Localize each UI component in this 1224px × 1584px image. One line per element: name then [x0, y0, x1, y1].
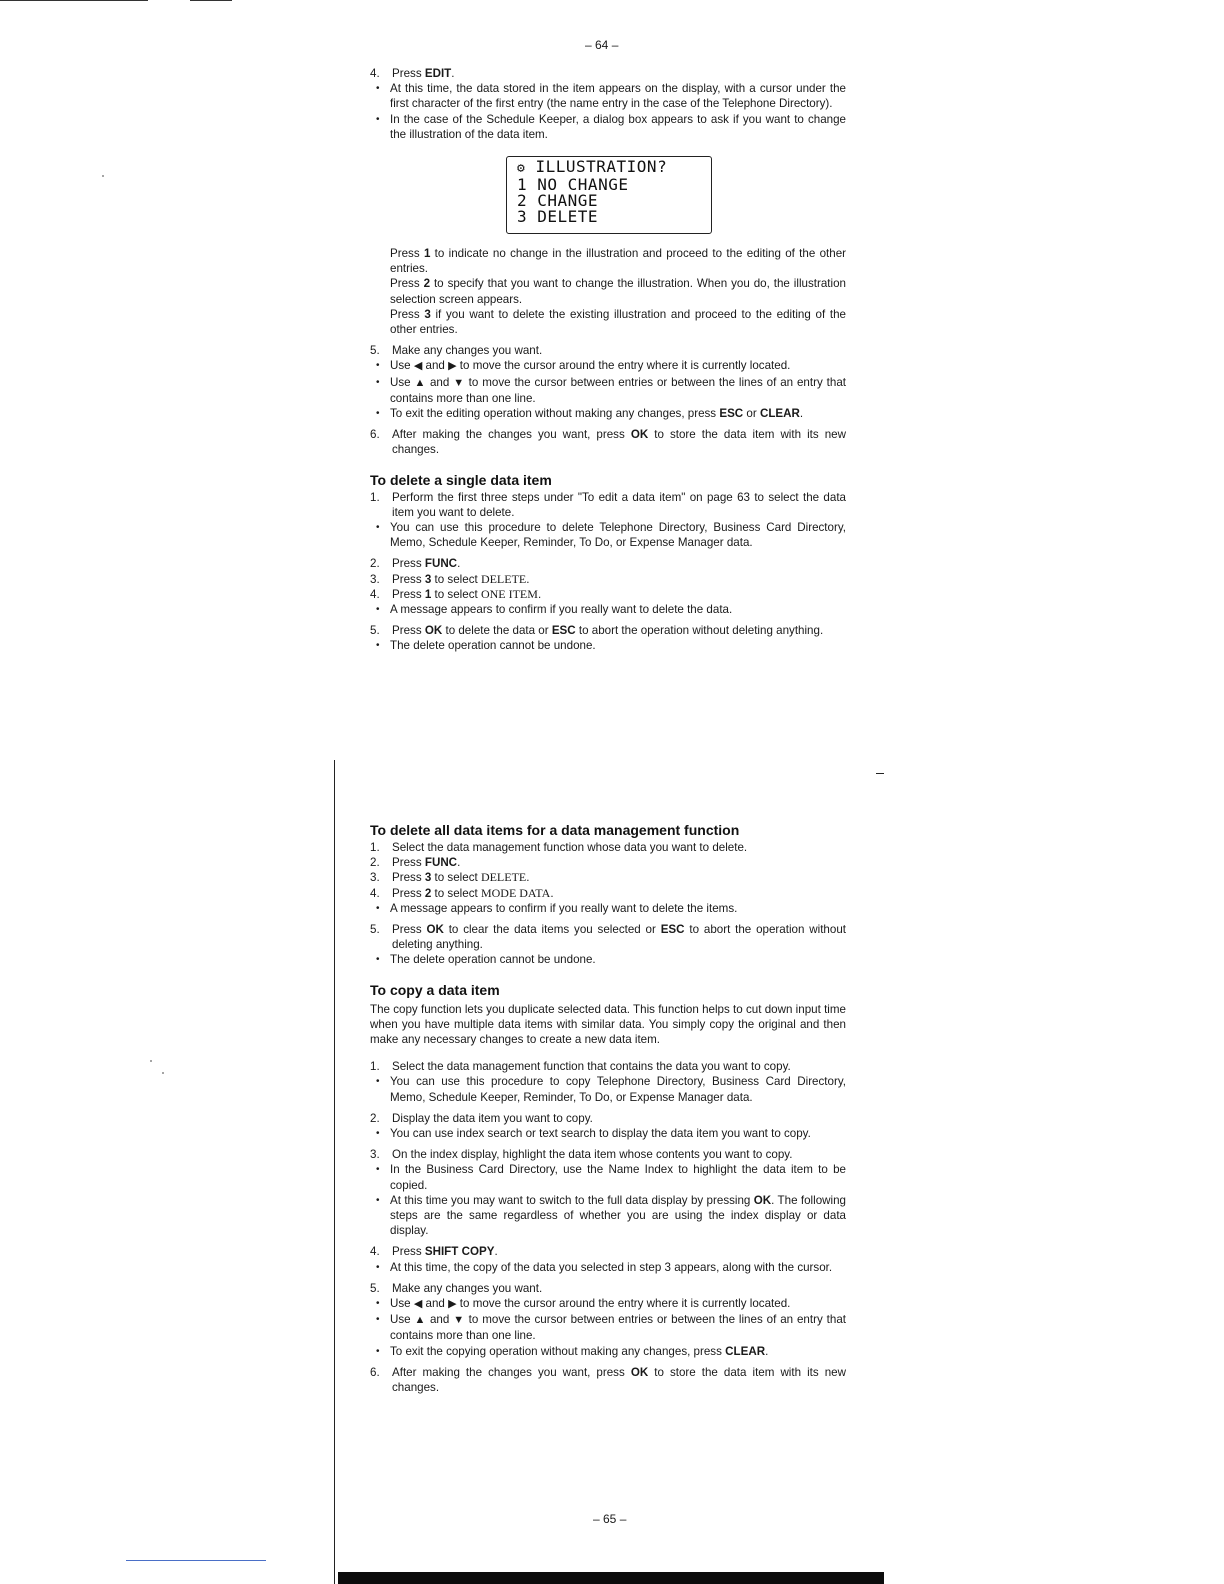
scan-speck [102, 175, 104, 177]
illustration-icon: ⚙ [517, 161, 526, 177]
delete-all-step-5: 5. Press OK to clear the data items you selected or ESC to abort the operation without deleting anything. [370, 923, 846, 952]
copy-step-5: 5. Make any changes you want. [370, 1281, 543, 1295]
scan-rule-top-short [190, 0, 232, 1]
list-item: • Use ◀ and ▶ to move the cursor around the entry where it is currently located. [376, 359, 791, 373]
list-item: • You can use this procedure to delete Telephone Directory, Business Card Directory, Memo, Schedule Keeper, Reminder, To Do, or Expense Manager data. [376, 521, 846, 550]
copy-step-3: 3. On the index display, highlight the data item whose contents you want to copy. [370, 1148, 793, 1162]
right-arrow-icon: ▶ [448, 1298, 457, 1311]
delete-single-step-4: 4. Press 1 to select ONE ITEM. [370, 586, 542, 601]
scan-dash [876, 773, 884, 774]
left-arrow-icon: ◀ [413, 1298, 423, 1311]
delete-all-step-2: 2. Press FUNC. [370, 856, 461, 870]
lcd-illustration-dialog: ⚙ ILLUSTRATION? 1 NO CHANGE 2 CHANGE 3 DELETE [506, 156, 712, 234]
step-text: Press EDIT. [392, 67, 455, 80]
lcd-option: 3 DELETE [517, 207, 599, 227]
scan-rule-top [0, 0, 148, 1]
list-item: • At this time, the copy of the data you selected in step 3 appears, along with the cursor. [376, 1260, 833, 1274]
heading-copy: To copy a data item [370, 981, 500, 998]
page-number-top: – 64 – [585, 38, 619, 52]
delete-single-step-3: 3. Press 3 to select DELETE. [370, 571, 530, 586]
list-item: • A message appears to confirm if you really want to delete the data. [376, 603, 733, 617]
list-item: • You can use index search or text search to display the data item you want to copy. [376, 1127, 811, 1141]
copy-intro: The copy function lets you duplicate selected data. This function helps to cut down input time when you have multiple data items with similar data. You simply copy the original and then make any necessary changes to create a new data item. [370, 1002, 846, 1047]
scan-blue-line [126, 1560, 266, 1561]
delete-all-step-3: 3. Press 3 to select DELETE. [370, 870, 530, 885]
list-item: • The delete operation cannot be undone. [376, 953, 596, 967]
list-item: • In the case of the Schedule Keeper, a dialog box appears to ask if you want to change the illustration of the data item. [376, 112, 846, 141]
delete-single-step-2: 2. Press FUNC. [370, 557, 461, 571]
left-arrow-icon: ◀ [413, 360, 423, 373]
list-item: • Use ▲ and ▼ to move the cursor between entries or between the lines of an entry that contains more than one line. [376, 1313, 846, 1343]
delete-single-step-1: 1. Perform the first three steps under "To edit a data item" on page 63 to select the data item you want to delete. [370, 490, 846, 519]
copy-step-2: 2. Display the data item you want to copy. [370, 1111, 593, 1125]
step-6: 6. After making the changes you want, press OK to store the data item with its new changes. [370, 428, 846, 457]
list-item: • You can use this procedure to copy Telephone Directory, Business Card Directory, Memo, Schedule Keeper, Reminder, To Do, or Expense Manager data. [376, 1075, 846, 1104]
step-4 [370, 66, 846, 81]
page-number-bottom: – 65 – [593, 1512, 627, 1526]
scan-speck [150, 1060, 152, 1062]
press-2-description: Press 2 to specify that you want to change the illustration. When you do, the illustration selection screen appears. [390, 277, 847, 306]
lcd-option: 2 CHANGE [517, 191, 599, 211]
key-label: EDIT [424, 67, 452, 80]
page-64-content [370, 66, 846, 654]
page-65-content [370, 822, 846, 1395]
down-arrow-icon: ▼ [453, 1314, 465, 1327]
copy-step-6: 6. After making the changes you want, press OK to store the data item with its new changes. [370, 1365, 846, 1395]
scan-speck [162, 1072, 164, 1074]
list-item: • To exit the editing operation without making any changes, press ESC or CLEAR. [376, 407, 804, 421]
up-arrow-icon: ▲ [414, 1314, 427, 1327]
delete-single-step-5: 5. Press OK to delete the data or ESC to abort the operation without deleting anything. [370, 624, 824, 638]
delete-all-step-4: 4. Press 2 to select MODE DATA. [370, 885, 554, 900]
list-item: • At this time, the data stored in the item appears on the display, with a cursor under the first character of the first entry (the name entry in the case of the Telephone Directory). [376, 82, 846, 111]
list-item: • At this time you may want to switch to the full data display by pressing OK. The following steps are the same regardless of whether you are using the index display or data display. [376, 1193, 847, 1238]
list-item: • Use ▲ and ▼ to move the cursor between entries or between the lines of an entry that contains more than one line. [376, 375, 846, 405]
heading-delete-all: To delete all data items for a data management function [370, 822, 740, 838]
list-item: • A message appears to confirm if you really want to delete the items. [376, 901, 738, 915]
lcd-option: 1 NO CHANGE [517, 175, 629, 195]
list-item: • To exit the copying operation without making any changes, press CLEAR. [376, 1344, 769, 1358]
copy-step-4: 4. Press SHIFT COPY. [370, 1245, 498, 1259]
list-item: • Use ◀ and ▶ to move the cursor around the entry where it is currently located. [376, 1297, 791, 1311]
press-3-description: Press 3 if you want to delete the existing illustration and proceed to the editing of the other entries. [390, 307, 846, 337]
heading-delete-single: To delete a single data item [370, 471, 552, 488]
down-arrow-icon: ▼ [453, 376, 465, 389]
delete-all-step-1: 1. Select the data management function whose data you want to delete. [370, 841, 748, 854]
press-1-description: Press 1 to indicate no change in the illustration and proceed to the editing of the other entries. [390, 247, 847, 276]
scan-bottom-bar [338, 1572, 884, 1584]
copy-step-1: 1. Select the data management function that contains the data you want to copy. [370, 1060, 791, 1074]
list-item: • In the Business Card Directory, use the Name Index to highlight the data item to be copied. [376, 1163, 846, 1192]
step-number: 4. [370, 67, 380, 80]
list-item: • The delete operation cannot be undone. [376, 639, 596, 653]
step-5: 5. Make any changes you want. [370, 344, 543, 358]
right-arrow-icon: ▶ [448, 360, 457, 373]
up-arrow-icon: ▲ [414, 376, 427, 389]
scan-left-edge [334, 760, 335, 1584]
